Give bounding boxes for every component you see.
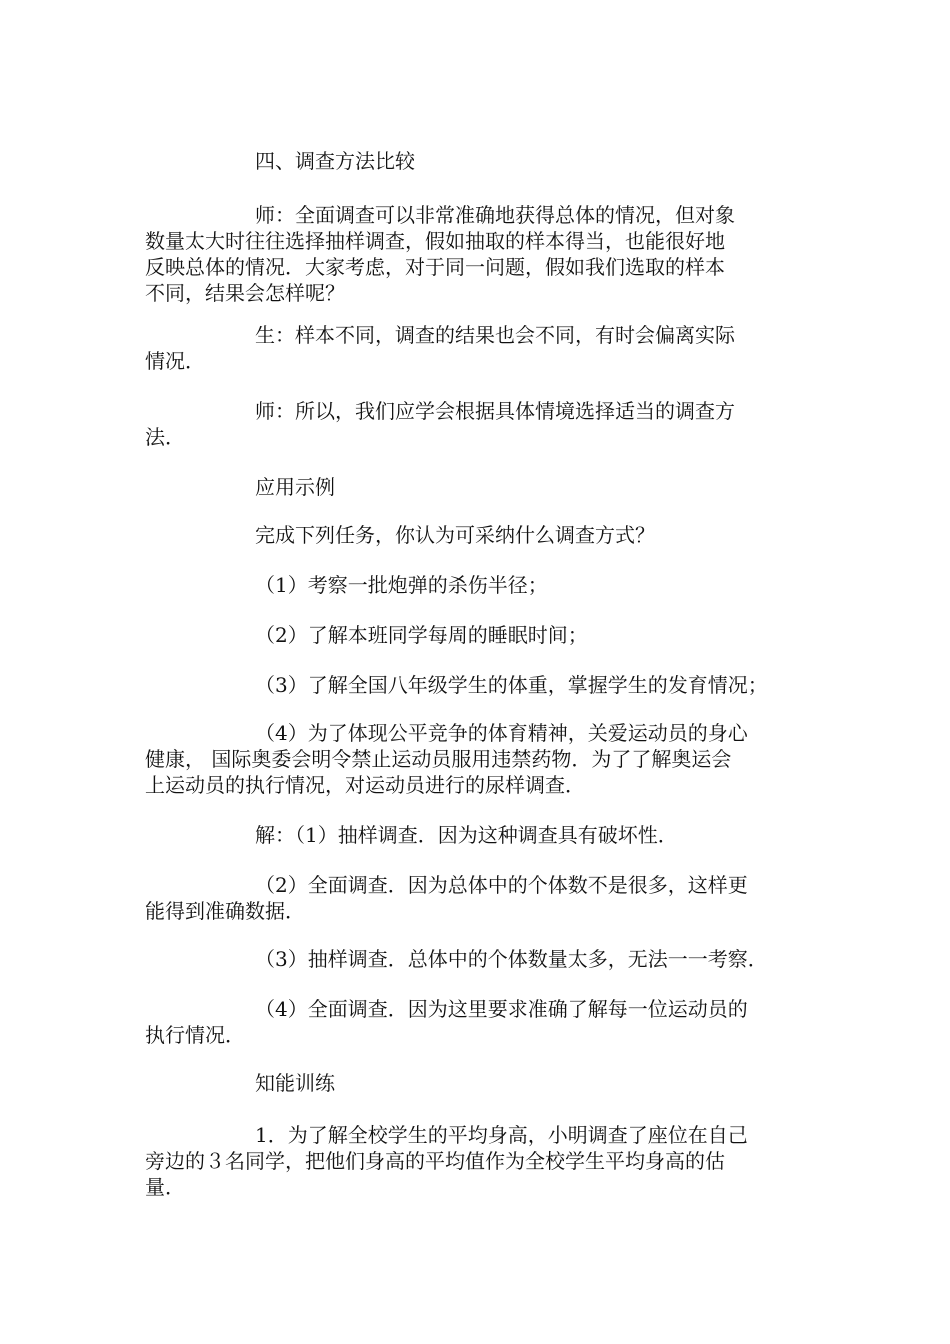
heading-text: 知能训练 <box>255 1071 335 1095</box>
text-line: 执行情况． <box>145 1023 245 1047</box>
task-intro <box>145 522 815 548</box>
text-line: 法． <box>145 425 185 449</box>
section-title <box>145 148 815 174</box>
task-4 <box>145 720 815 798</box>
task-2 <box>145 622 815 648</box>
teacher-paragraph-1 <box>145 202 815 306</box>
text-line: 不同，结果会怎样呢？ <box>145 281 345 305</box>
text-line: 情况． <box>145 349 205 373</box>
text-line: 解：（1）抽样调查．因为这种调查具有破坏性． <box>255 823 678 847</box>
answer-2 <box>145 872 815 924</box>
text-line: 师：全面调查可以非常准确地获得总体的情况，但对象 <box>255 203 735 227</box>
text-line: 量． <box>145 1175 185 1199</box>
section-title-text: 四、调查方法比较 <box>255 149 415 173</box>
text-line: （4）全面调查．因为这里要求准确了解每一位运动员的 <box>255 997 748 1021</box>
text-line: （1）考察一批炮弹的杀伤半径； <box>255 573 548 597</box>
text-line: 1．为了解全校学生的平均身高，小明调查了座位在自己 <box>255 1123 748 1147</box>
text-line: 健康， 国际奥委会明令禁止运动员服用违禁药物．为了了解奥运会 <box>145 747 732 771</box>
teacher-paragraph-2 <box>145 398 815 450</box>
text-line: （3）抽样调查．总体中的个体数量太多，无法一一考察． <box>255 947 768 971</box>
answer-4 <box>145 996 815 1048</box>
text-line: 数量太大时往往选择抽样调查，假如抽取的样本得当，也能很好地 <box>145 229 725 253</box>
student-paragraph-1 <box>145 322 815 374</box>
training-heading <box>145 1070 815 1096</box>
answer-3 <box>145 946 815 972</box>
text-line: 生：样本不同，调查的结果也会不同，有时会偏离实际 <box>255 323 735 347</box>
task-1 <box>145 572 815 598</box>
text-line: （3）了解全国八年级学生的体重，掌握学生的发育情况； <box>255 673 768 697</box>
example-heading <box>145 474 815 500</box>
text-line: 反映总体的情况．大家考虑，对于同一问题，假如我们选取的样本 <box>145 255 725 279</box>
text-line: 旁边的３名同学，把他们身高的平均值作为全校学生平均身高的估 <box>145 1149 725 1173</box>
text-line: 上运动员的执行情况，对运动员进行的尿样调查． <box>145 773 585 797</box>
text-line: 能得到准确数据． <box>145 899 305 923</box>
text-line: 完成下列任务，你认为可采纳什么调查方式？ <box>255 523 655 547</box>
answer-1 <box>145 822 815 848</box>
text-line: （4）为了体现公平竞争的体育精神，关爱运动员的身心 <box>255 721 748 745</box>
exercise-1 <box>145 1122 815 1200</box>
task-3 <box>145 672 815 698</box>
text-line: （2）全面调查．因为总体中的个体数不是很多，这样更 <box>255 873 748 897</box>
text-line: 师：所以，我们应学会根据具体情境选择适当的调查方 <box>255 399 735 423</box>
text-line: （2）了解本班同学每周的睡眠时间； <box>255 623 588 647</box>
heading-text: 应用示例 <box>255 475 335 499</box>
